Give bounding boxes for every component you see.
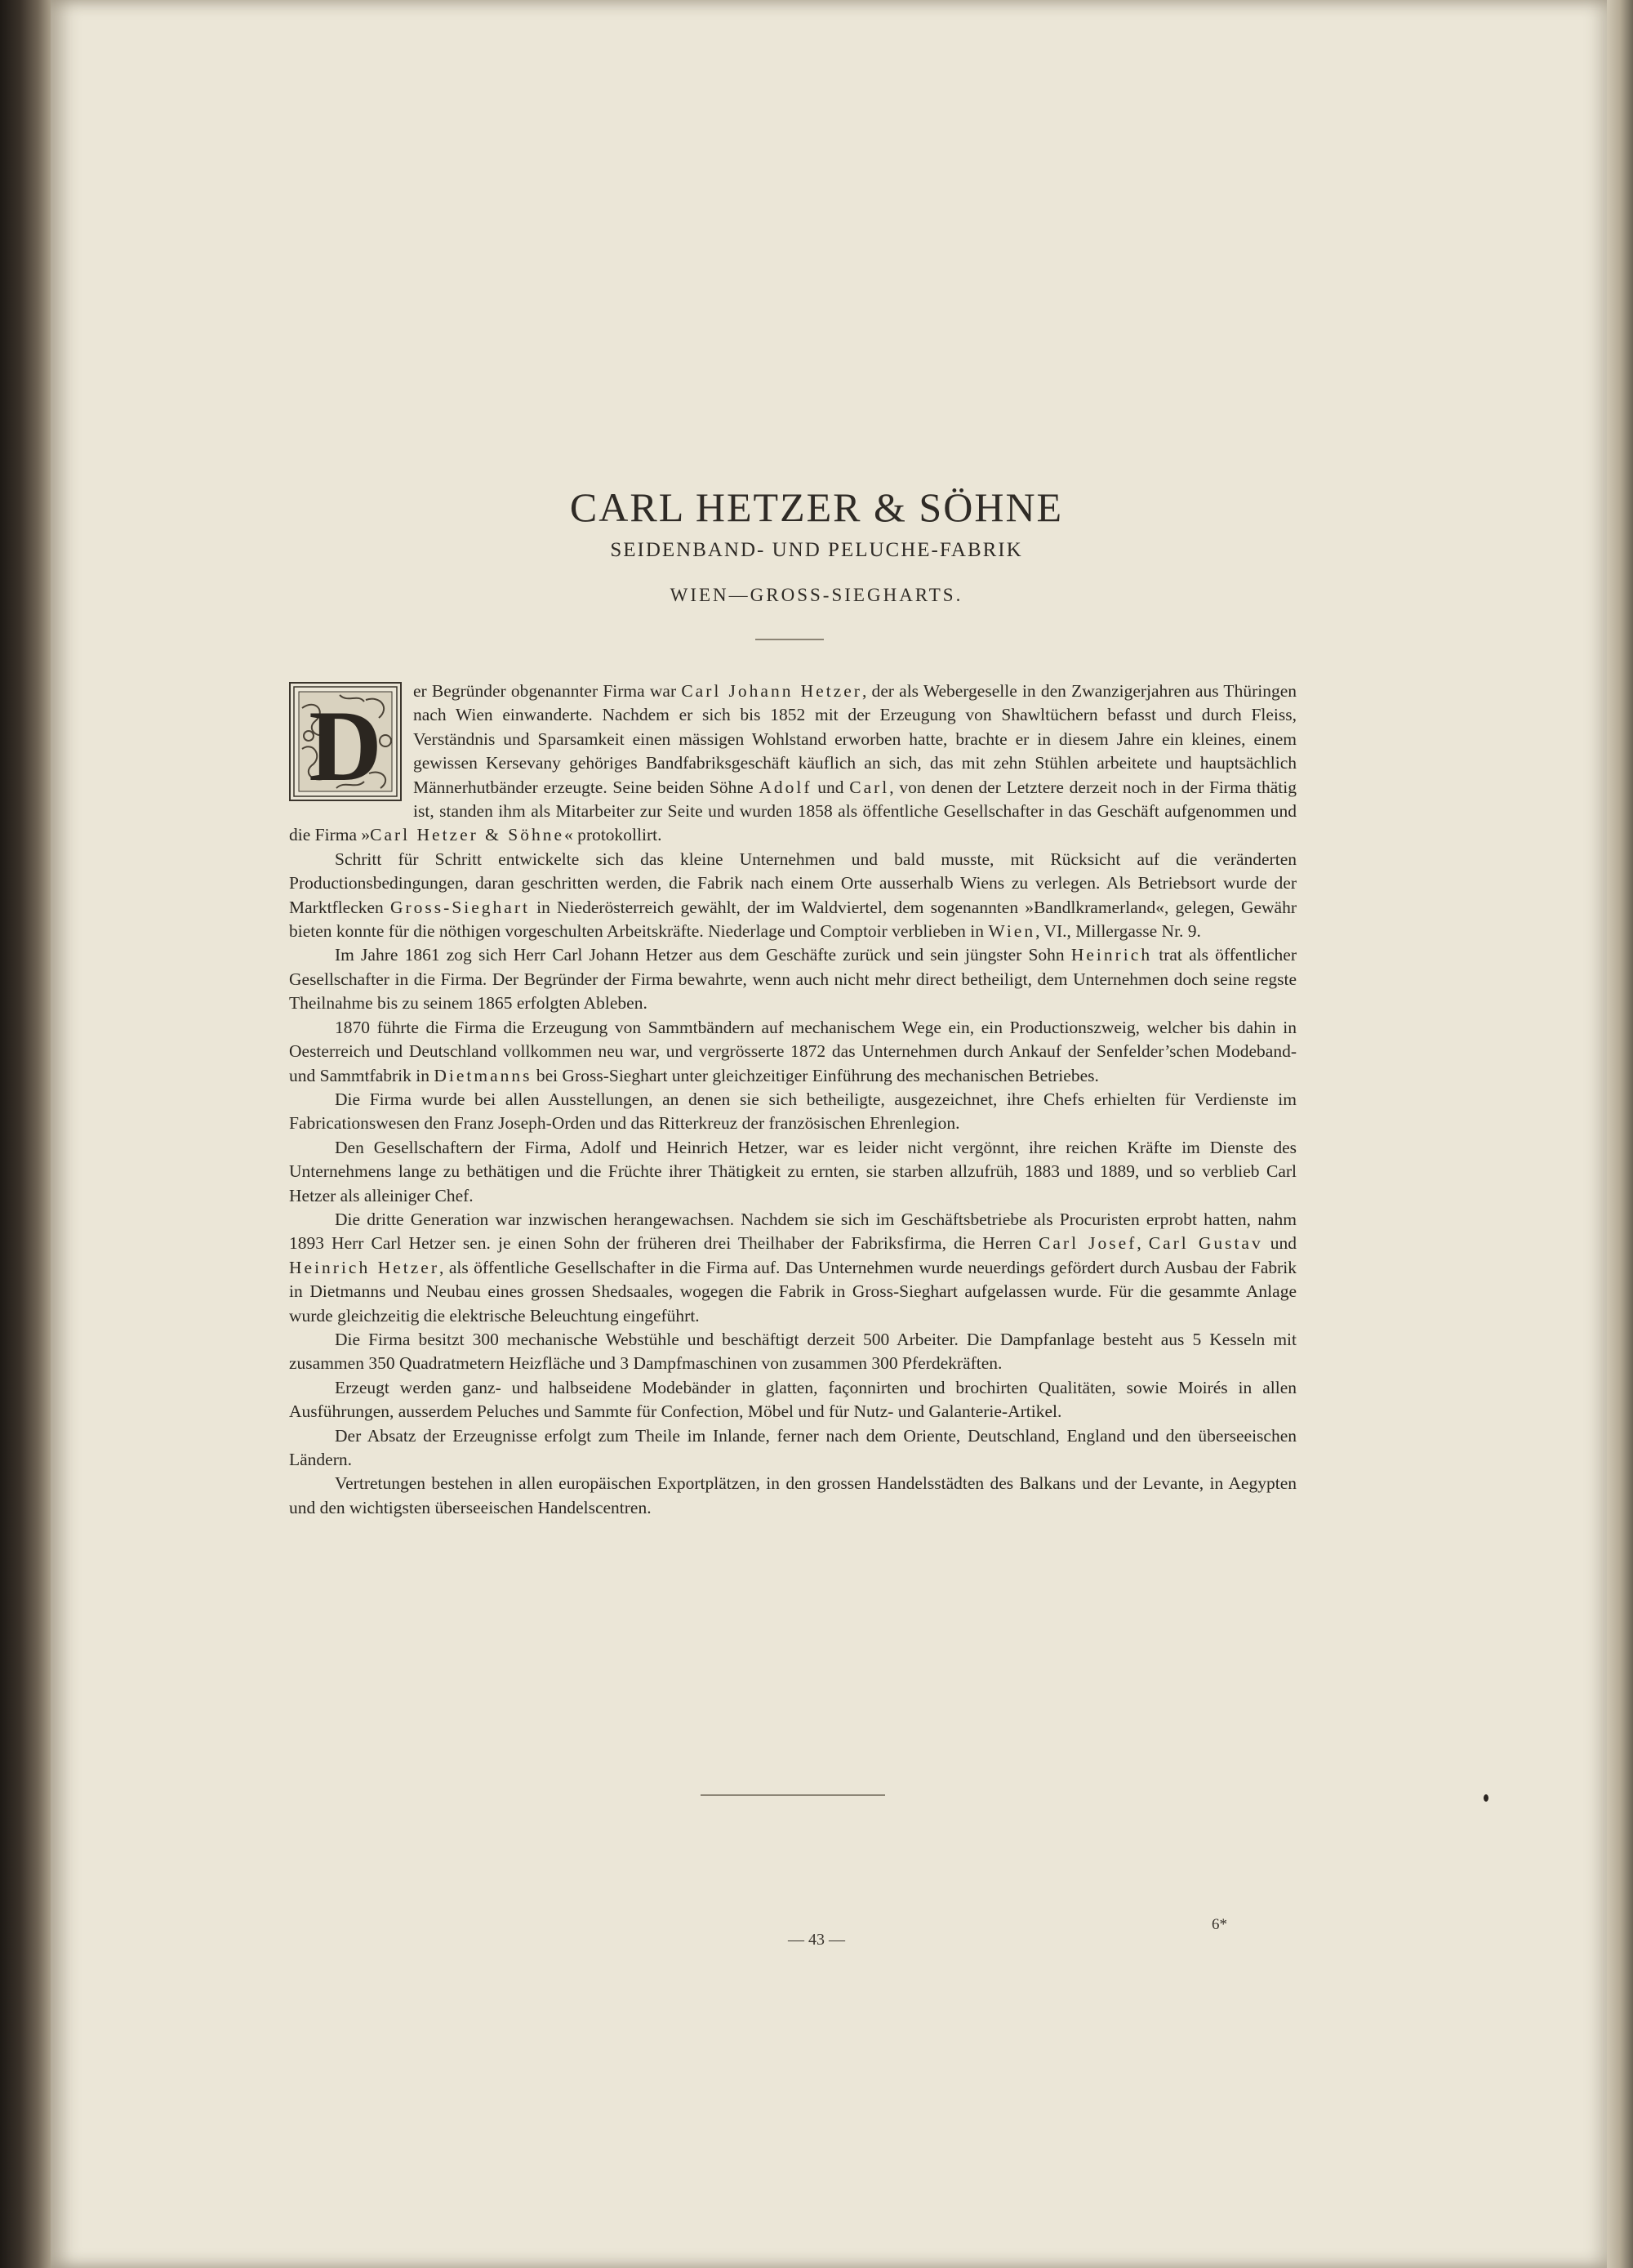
paragraph-3: Im Jahre 1861 zog sich Herr Carl Johann Hetzer aus dem Geschäfte zurück und sein jüngster Sohn Heinrich trat als öffentlicher Gesellschafter in die Firma. Der Begründer der Firma bewahrte, wenn auch nicht mehr direct betheiligt, dem Unternehmen doch seine regste Theilnahme bis zu seinem 1865 erfolgten Ableben. (289, 945, 1297, 1014)
article-body (289, 680, 1297, 1520)
end-divider (701, 1794, 885, 1796)
paragraph-11: Vertretungen bestehen in allen europäischen Exportplätzen, in den grossen Handelsstädten des Balkans und der Levante, in Aegypten und den wichtigsten überseeischen Handelscentren. (289, 1473, 1297, 1517)
book-binding (0, 0, 51, 2268)
paragraph-9: Erzeugt werden ganz- und halbseidene Modebänder in glatten, façonnirten und brochirten Qualitäten, sowie Moirés in allen Ausführungen, ausserdem Peluches und Sammte für Confection, Möbel und für Nutz- und Galanterie-Artikel. (289, 1377, 1297, 1422)
ink-speck (1484, 1794, 1488, 1802)
company-location: WIEN—GROSS-SIEGHARTS. (670, 585, 963, 605)
paragraph-10: Der Absatz der Erzeugnisse erfolgt zum Theile im Inlande, ferner nach dem Oriente, Deutschland, England und den überseeischen Ländern. (289, 1425, 1297, 1469)
signature-mark: 6* (1212, 1916, 1227, 1933)
svg-text:D: D (309, 690, 382, 800)
paragraph-2: Schritt für Schritt entwickelte sich das kleine Unternehmen und bald musste, mit Rücksicht auf die veränderten Productionsbedingungen, daran geschritten werden, die Fabrik nach einem Orte ausserhalb Wiens zu verlegen. Als Betriebsort wurde der Marktflecken Gross-Sieghart in Niederösterreich gewählt, der im Waldviertel, dem sogenannten »Bandlkramerland«, gelegen, Gewähr bieten konnte für die nöthigen vorgeschulten Arbeitskräfte. Niederlage und Comptoir verblieben in Wien, VI., Millergasse Nr. 9. (289, 849, 1297, 942)
paragraph-5: Die Firma wurde bei allen Ausstellungen, an denen sie sich betheiligte, ausgezeichnet, ihre Chefs erhielten für Verdienste im Fabricationswesen den Franz Joseph-Orden und das Ritterkreuz der französischen Ehrenlegion. (289, 1089, 1297, 1134)
paragraph-6: Den Gesellschaftern der Firma, Adolf und Heinrich Hetzer, war es leider nicht vergönnt, ihre reichen Kräfte im Dienste des Unternehmens lange zu bethätigen und die Früchte ihrer Thätigkeit zu ernten, sie starben allzufrüh, 1883 und 1889, und so verblieb Carl Hetzer als alleiniger Chef. (289, 1137, 1297, 1205)
paragraph-4: 1870 führte die Firma die Erzeugung von Sammtbändern auf mechanischem Wege ein, ein Productionszweig, welcher bis dahin in Oesterreich und Deutschland vollkommen neu war, und vergrösserte 1872 das Unternehmen durch Ankauf der Senfelder’schen Modeband- und Sammtfabrik in Dietmanns bei Gross-Sieghart unter gleichzeitiger Einführung des mechanischen Betriebes. (289, 1017, 1297, 1085)
paragraph-8: Die Firma besitzt 300 mechanische Webstühle und beschäftigt derzeit 500 Arbeiter. Die Dampfanlage besteht aus 5 Kesseln mit zusammen 350 Quadratmetern Heizfläche und 3 Dampfmaschinen von zusammen 300 Pferdekräften. (289, 1329, 1297, 1374)
paragraph-1: D er Begründer obgenannter Firma war Carl Johann Hetzer, der als Webergeselle in den Zwanzigerjahren aus Thüringen nach Wien einwanderte. Nachdem er sich bis 1852 mit der Erzeugung von Shawltüchern befasst und durch Fleiss, Verständnis und Sparsamkeit einen mässigen Wohlstand erworben hatte, brachte er in diesem Jahre ein kleines, einem gewissen Kersevany gehöriges Bandfabriksgeschäft käuflich an sich, das mit zehn Stühlen arbeitete und hauptsächlich Männerhutbänder erzeugte. Seine beiden Söhne Adolf und Carl, von denen der Letztere derzeit noch in der Firma thätig ist, standen ihm als Mitarbeiter zur Seite und wurden 1858 als öffentliche Gesellschafter in das Geschäft aufgenommen und die Firma »Carl Hetzer & Söhne« protokollirt. (289, 681, 1297, 845)
ornamental-dropcap (289, 682, 402, 801)
company-subtitle: SEIDENBAND- UND PELUCHE-FABRIK (610, 539, 1023, 561)
page-number: — 43 — (788, 1931, 845, 1949)
dropcap-ornament-icon (291, 684, 400, 800)
paragraph-7: Die dritte Generation war inzwischen herangewachsen. Nachdem sie sich im Geschäftsbetriebe als Procuristen erprobt hatten, nahm 1893 Herr Carl Hetzer sen. je einen Sohn der früheren drei Theilhaber der Fabriksfirma, die Herren Carl Josef, Carl Gustav und Heinrich Hetzer, als öffentliche Gesellschafter in die Firma auf. Das Unternehmen wurde neuerdings gefördert durch Ausbau der Fabrik in Dietmanns und Neubau eines grossen Shedsaales, wogegen die Fabrik in Gross-Sieghart aufgelassen wurde. Für die gesammte Anlage wurde gleichzeitig die elektrische Beleuchtung eingeführt. (289, 1209, 1297, 1326)
company-title: CARL HETZER & SÖHNE (569, 484, 1064, 530)
title-divider (755, 639, 824, 640)
page-edge (1607, 0, 1633, 2268)
